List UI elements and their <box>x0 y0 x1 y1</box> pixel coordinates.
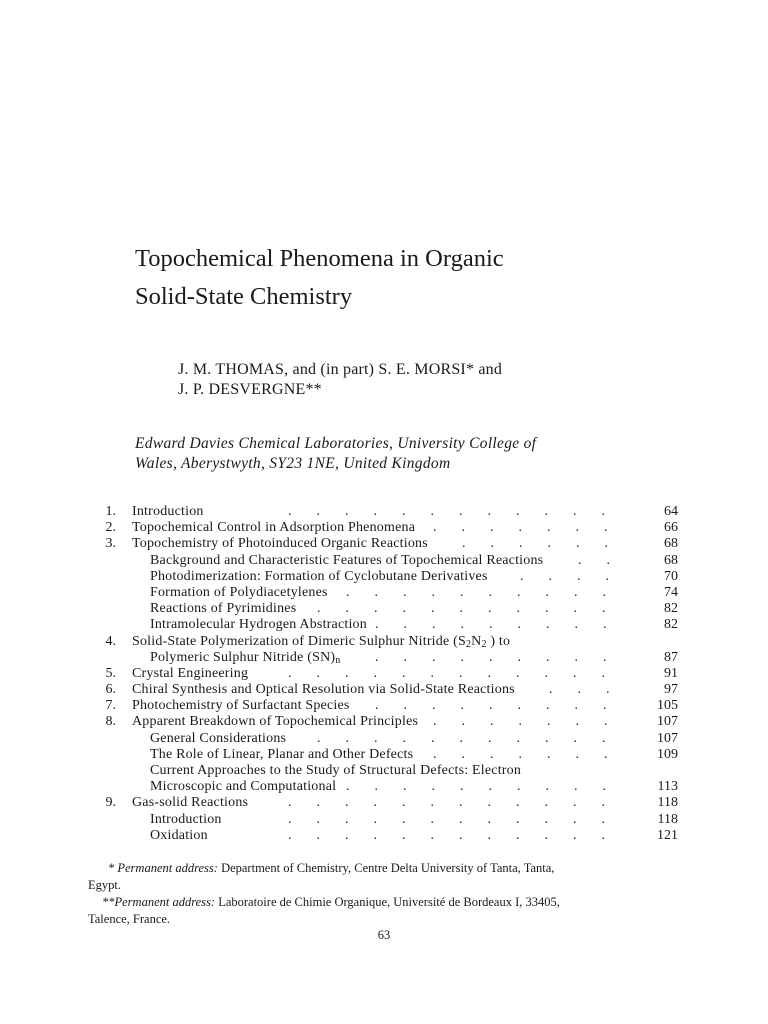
footnote-2-label: **Permanent address: <box>102 895 216 909</box>
toc-leader-dots: ............ <box>288 827 630 843</box>
toc-leader-dots: ............ <box>288 504 630 519</box>
toc-entry-title: Gas-solid Reactions <box>132 795 249 811</box>
toc-leader-dots: ........... <box>317 601 631 617</box>
toc-entry-number: 4. <box>105 633 116 649</box>
toc-entry-title: Topochemical Control in Adsorption Phenomena <box>132 520 416 536</box>
author-line-1: J. M. THOMAS, and (in part) S. E. MORSI* and <box>178 361 503 378</box>
toc-entry-title: Microscopic and Computational <box>150 779 337 795</box>
toc-entry-title: Reactions of Pyrimidines <box>150 601 297 617</box>
title-line-2: Solid-State Chemistry <box>135 283 353 310</box>
toc-entry <box>88 795 678 811</box>
toc-entry <box>88 634 678 650</box>
toc-entry-page: 70 <box>664 568 678 584</box>
toc-entry-page: 66 <box>664 520 678 536</box>
toc-entry-number: 5. <box>105 665 116 681</box>
toc-entry-title: The Role of Linear, Planar and Other Defects <box>150 746 414 762</box>
toc-entry <box>88 731 678 747</box>
toc-leader-dots: ...... <box>462 536 633 552</box>
toc-entry <box>88 698 678 714</box>
toc-entry-title: Intramolecular Hydrogen Abstraction <box>150 617 367 633</box>
toc-entry-number: 9. <box>105 795 116 811</box>
toc-entry-title: Photodimerization: Formation of Cyclobutane Derivatives <box>150 568 488 584</box>
toc-entry-title: Solid-State Polymerization of Dimeric Sulphur Nitride ($S_2N_2$ ) to <box>132 633 511 650</box>
toc-leader-dots: ............ <box>288 665 630 681</box>
footnote-2-text: Laboratoire de Chimie Organique, Université de Bordeaux I, 33405, <box>218 895 560 909</box>
toc-entry-number: 1. <box>105 504 116 519</box>
toc-entry-title: Formation of Polydiacetylenes <box>150 584 328 600</box>
toc-entry-page: 107 <box>657 714 678 730</box>
toc-entry <box>88 682 678 698</box>
footnote-1-text: Department of Chemistry, Centre Delta University of Tanta, Tanta, <box>221 861 555 875</box>
toc-entry-page: 97 <box>664 682 678 698</box>
toc-entry <box>88 601 678 617</box>
footnotes <box>88 860 678 928</box>
toc-leader-dots: ............ <box>288 795 630 811</box>
toc-leader-dots: ....... <box>433 746 633 762</box>
footnote-2 <box>88 894 678 911</box>
toc-leader-dots: .......... <box>346 779 631 795</box>
footnote-2-continued: Talence, France. <box>88 912 171 926</box>
toc-leader-dots: ....... <box>433 714 633 730</box>
toc-leader-dots: .......... <box>346 584 631 600</box>
footnote-1-label: * Permanent address: <box>108 861 218 875</box>
toc-entry-title: Introduction <box>150 811 222 827</box>
toc-leader-dots: ............ <box>288 811 630 827</box>
toc-entry-number: 8. <box>105 714 116 730</box>
toc-entry-title: Current Approaches to the Study of Structural Defects: Electron <box>150 763 522 778</box>
toc-entry-number: 3. <box>105 536 116 552</box>
toc-entry-page: 105 <box>657 698 678 714</box>
toc-entry-title: Crystal Engineering <box>132 665 249 681</box>
affiliation-line-2: Wales, Aberystwyth, SY23 1NE, United Kingdom <box>135 455 451 472</box>
affiliation <box>135 434 536 474</box>
toc-entry-title: Topochemistry of Photoinduced Organic Reactions <box>132 536 428 552</box>
toc-entry-page: 74 <box>664 584 678 600</box>
toc-entry-page: 107 <box>657 730 678 746</box>
toc-leader-dots: ....... <box>433 520 633 536</box>
toc-leader-dots: .. <box>578 552 635 568</box>
toc-entry <box>88 666 678 682</box>
toc-entry-title: Oxidation <box>150 827 208 843</box>
toc-entry <box>88 650 678 666</box>
author-line-2: J. P. DESVERGNE** <box>178 381 322 398</box>
toc-leader-dots: ......... <box>375 698 632 714</box>
toc-entry-title: Polymeric Sulphur Nitride $(SN)_n$ <box>150 649 341 666</box>
toc-entry-page: 118 <box>657 795 678 811</box>
toc-entry-page: 82 <box>664 601 678 617</box>
toc-entry <box>88 812 678 828</box>
toc-entry <box>88 585 678 601</box>
toc-entry-number: 6. <box>105 682 116 698</box>
toc-entry-number: 2. <box>105 520 116 536</box>
toc-entry <box>88 828 678 844</box>
toc-entry <box>88 747 678 763</box>
toc-entry-title: Apparent Breakdown of Topochemical Principles <box>132 714 419 730</box>
toc-entry-page: 121 <box>657 827 678 843</box>
footnote-1 <box>88 860 678 877</box>
author-list <box>178 360 502 400</box>
article-title <box>135 240 504 316</box>
toc-entry <box>88 569 678 585</box>
toc-entry-page: 68 <box>664 552 678 568</box>
toc-entry-page: 68 <box>664 536 678 552</box>
toc-entry-page: 87 <box>664 649 678 665</box>
toc-entry-title: Chiral Synthesis and Optical Resolution via Solid-State Reactions <box>132 682 515 698</box>
toc-entry <box>88 520 678 536</box>
toc-entry-page: 113 <box>657 779 678 795</box>
page-number: 63 <box>377 928 391 942</box>
toc-entry-title: Photochemistry of Surfactant Species <box>132 698 350 714</box>
toc-entry <box>88 617 678 633</box>
toc-leader-dots: .... <box>520 568 634 584</box>
toc-entry-page: 64 <box>664 504 678 519</box>
table-of-contents <box>88 504 678 844</box>
toc-leader-dots: ......... <box>375 617 632 633</box>
toc-entry-page: 91 <box>664 665 678 681</box>
toc-entry-title: Introduction <box>132 504 204 519</box>
toc-entry-number: 7. <box>105 698 116 714</box>
toc-leader-dots: ......... <box>375 649 632 665</box>
toc-entry <box>88 504 678 520</box>
toc-entry-title: General Considerations <box>150 730 287 746</box>
toc-entry <box>88 763 678 779</box>
toc-leader-dots: ........... <box>317 730 631 746</box>
toc-entry <box>88 536 678 552</box>
toc-entry <box>88 714 678 730</box>
toc-entry-page: 82 <box>664 617 678 633</box>
footnote-1-continued: Egypt. <box>88 878 121 892</box>
title-line-1: Topochemical Phenomena in Organic <box>135 245 504 272</box>
toc-entry <box>88 779 678 795</box>
affiliation-line-1: Edward Davies Chemical Laboratories, University College of <box>135 435 537 452</box>
toc-leader-dots: ... <box>549 682 635 698</box>
toc-entry-page: 109 <box>657 746 678 762</box>
toc-entry-page: 118 <box>657 811 678 827</box>
toc-entry <box>88 553 678 569</box>
toc-entry-title: Background and Characteristic Features of Topochemical Reactions <box>150 552 544 568</box>
